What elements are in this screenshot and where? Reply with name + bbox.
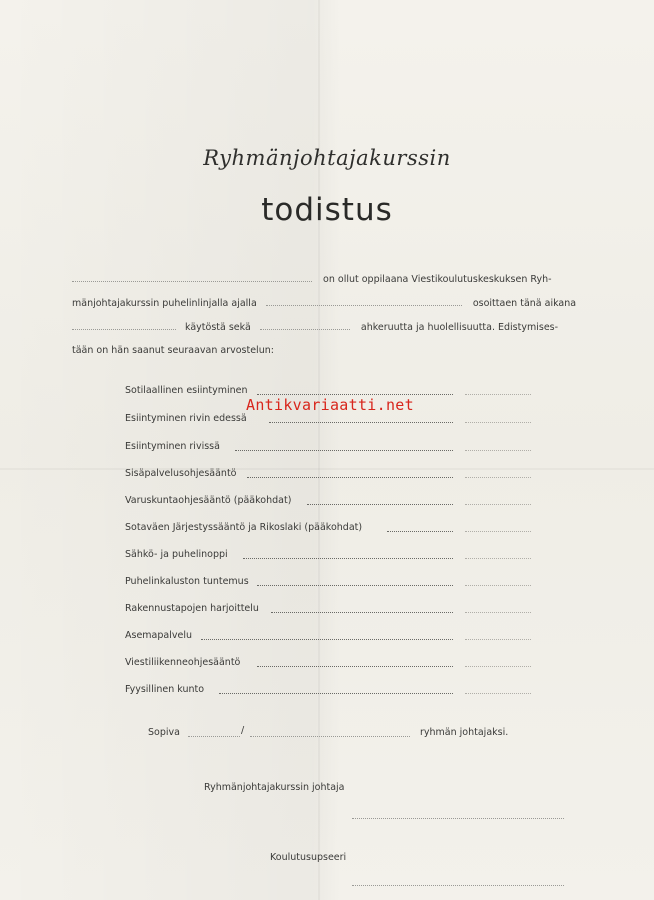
- intro-line-2: [72, 297, 577, 309]
- grade-row: [125, 522, 565, 536]
- grade-blank: [465, 585, 531, 586]
- course-leader-signature-line: [352, 818, 564, 819]
- grade-row: [125, 441, 565, 455]
- leader-dots: [235, 450, 453, 451]
- watermark-text: Antikvariaatti.net: [246, 396, 414, 414]
- suitability-slash: /: [241, 725, 245, 736]
- grade-label: Esiintyminen rivissä: [125, 441, 220, 452]
- leader-dots: [269, 422, 453, 423]
- leader-dots: [271, 612, 453, 613]
- grade-label: Esiintyminen rivin edessä: [125, 413, 247, 424]
- grade-row: [125, 576, 565, 590]
- grade-row: [125, 684, 565, 698]
- intro-text-3a: käytöstä sekä: [185, 322, 251, 333]
- grade-label: Viestiliikenneohjesääntö: [125, 657, 241, 668]
- grade-row: [125, 603, 565, 617]
- training-officer-label: Koulutusupseeri: [270, 852, 347, 863]
- grade-blank: [465, 394, 531, 395]
- leader-dots: [219, 693, 453, 694]
- intro-line-3: [72, 321, 564, 333]
- grade-blank: [465, 639, 531, 640]
- leader-dots: [387, 531, 453, 532]
- grade-row: [125, 495, 565, 509]
- training-officer-signature-line: [352, 885, 564, 886]
- grade-blank: [465, 477, 531, 478]
- certificate-subtitle: Ryhmänjohtajakurssin: [203, 146, 451, 170]
- leader-dots: [257, 666, 453, 667]
- leader-dots: [201, 639, 453, 640]
- grade-row: [125, 630, 565, 644]
- intro-line-4: tään on hän saanut seuraavan arvostelun:: [72, 345, 274, 356]
- suitability-prefix: Sopiva: [148, 727, 180, 738]
- leader-dots: [247, 477, 453, 478]
- grade-row: [125, 549, 565, 563]
- leader-dots: [257, 585, 453, 586]
- grade-row: [125, 657, 565, 671]
- name-blank: [72, 273, 312, 282]
- grade-blank: [465, 450, 531, 451]
- certificate-title: todistus: [261, 192, 393, 228]
- grade-blank: [465, 693, 531, 694]
- grade-label: Sähkö- ja puhelinoppi: [125, 549, 228, 560]
- grade-row: [125, 413, 565, 427]
- grade-blank: [465, 422, 531, 423]
- intro-text-1: on ollut oppilaana Viestikoulutuskeskuksen Ryh-: [323, 274, 552, 285]
- grade-label: Sotaväen Järjestyssääntö ja Rikoslaki (pääkohdat): [125, 522, 363, 533]
- grade-blank: [465, 531, 531, 532]
- leader-dots: [257, 394, 453, 395]
- grade-label: Rakennustapojen harjoittelu: [125, 603, 259, 614]
- grade-label: Sisäpalvelusohjesääntö: [125, 468, 237, 479]
- grade-row: [125, 468, 565, 482]
- intro-text-2b: osoittaen tänä aikana: [472, 298, 577, 309]
- grade-label: Varuskuntaohjesääntö (pääkohdat): [125, 495, 292, 506]
- grade-label: Asemapalvelu: [125, 630, 192, 641]
- grade-blank: [465, 666, 531, 667]
- course-leader-label: Ryhmänjohtajakurssin johtaja: [204, 782, 345, 793]
- intro-text-2a: mänjohtajakurssin puhelinlinjalla ajalla: [72, 298, 257, 309]
- grade-label: Puhelinkaluston tuntemus: [125, 576, 249, 587]
- suitability-suffix: ryhmän johtajaksi.: [420, 727, 509, 738]
- grade-label: Sotilaallinen esiintyminen: [125, 385, 248, 396]
- suitability-blank-1: [188, 736, 240, 737]
- leader-dots: [243, 558, 453, 559]
- grade-label: Fyysillinen kunto: [125, 684, 205, 695]
- leader-dots: [307, 504, 453, 505]
- intro-text-3b: ahkeruutta ja huolellisuutta. Edistymises-: [360, 322, 559, 333]
- grade-blank: [465, 504, 531, 505]
- intro-line-1: [72, 273, 564, 285]
- period-blank: [266, 297, 462, 306]
- conduct-blank: [72, 321, 176, 330]
- grade-blank: [465, 612, 531, 613]
- diligence-blank: [260, 321, 350, 330]
- grade-blank: [465, 558, 531, 559]
- suitability-blank-2: [250, 736, 410, 737]
